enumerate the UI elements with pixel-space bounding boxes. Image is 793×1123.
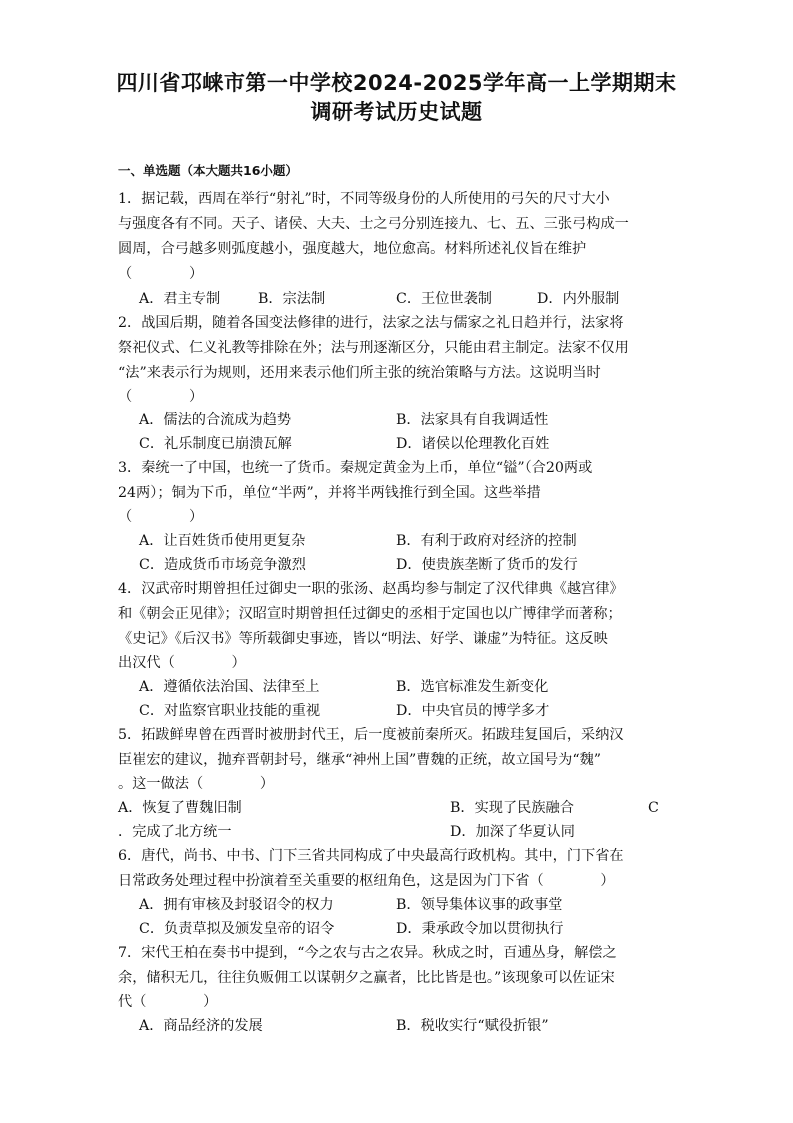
question-line: 与强度各有不同。天子、诸侯、大夫、士之弓分别连接九、七、五、三张弓构成一 <box>118 216 629 232</box>
question-line: 圆周，合弓越多则弧度越小，强度越大，地位愈高。材料所述礼仪旨在维护 <box>118 241 587 257</box>
question-line: 代（ ） <box>118 994 218 1010</box>
question-line: 3．秦统一了中国，也统一了货币。秦规定黄金为上币，单位“镒”（合20两或 <box>118 460 593 476</box>
option-a: A．君主专制 <box>139 291 221 307</box>
section-heading: 一、单选题（本大题共16小题） <box>118 163 298 178</box>
exam-title-line2: 调研考试历史试题 <box>310 100 483 124</box>
option-b: B．宗法制 <box>258 291 326 307</box>
answer-blank: （ ） <box>118 389 204 405</box>
option-d: D．中央官员的博学多才 <box>396 703 550 719</box>
option-d: D．内外服制 <box>537 291 620 307</box>
option-d: D．秉承政令加以贯彻执行 <box>396 921 564 937</box>
option-b: B．法家具有自我调适性 <box>396 412 549 428</box>
option-a: A．让百姓货币使用更复杂 <box>139 533 306 549</box>
option-d: D．诸侯以伦理教化百姓 <box>396 436 550 452</box>
question-line: 6．唐代，尚书、中书、门下三省共同构成了中央最高行政机构。其中，门下省在 <box>118 848 624 864</box>
question-line: 日常政务处理过程中扮演着至关重要的枢纽角色，这是因为门下省（ ） <box>118 873 615 889</box>
question-line: 余，储积无几，往往负贩佣工以谋朝夕之赢者，比比皆是也。”该现象可以佐证宋 <box>118 970 615 986</box>
question-line: 。这一做法（ ） <box>118 776 275 792</box>
question-line: 7．宋代王柏在奏书中提到，“今之农与古之农异。秋成之时，百逋丛身，解偿之 <box>118 945 617 961</box>
option-a: A．恢复了曹魏旧制 <box>118 800 242 816</box>
answer-blank: （ ） <box>118 509 204 525</box>
question-line: 24两）；铜为下币，单位“半两”，并将半两钱推行到全国。这些举措 <box>118 485 541 501</box>
option-b: B．领导集体议事的政事堂 <box>396 897 563 913</box>
question-line: 5．拓跋鲜卑曾在西晋时被册封代王，后一度被前秦所灭。拓跋珪复国后，采纳汉 <box>118 727 624 743</box>
exam-title-line1: 四川省邛崃市第一中学校2024-2025学年高一上学期期末 <box>116 71 677 95</box>
question-line: “法”来表示行为规则，还用来表示他们所主张的统治策略与方法。这说明当时 <box>118 365 601 381</box>
option-b: B．选官标准发生新变化 <box>396 679 549 695</box>
option-b: B．税收实行“赋役折银” <box>396 1018 549 1034</box>
question-line: 臣崔宏的建议，抛弃晋朝封号，继承“神州上国”曹魏的正统，故立国号为“魏” <box>118 752 602 768</box>
option-c: C．造成货币市场竞争激烈 <box>139 557 306 573</box>
question-line: 2．战国后期，随着各国变法修律的进行，法家之法与儒家之礼日趋并行，法家将 <box>118 315 624 331</box>
option-c: C．王位世袭制 <box>396 291 492 307</box>
option-a: A．拥有审核及封驳诏令的权力 <box>139 897 334 913</box>
option-b: B．实现了民族融合 <box>450 800 574 816</box>
question-line: 出汉代（ ） <box>118 655 246 671</box>
option-c-text: ．完成了北方统一 <box>118 824 232 840</box>
question-line: 4．汉武帝时期曾担任过御史一职的张汤、赵禹均参与制定了汉代律典《越宫律》 <box>118 581 624 597</box>
option-c: C．对监察官职业技能的重视 <box>139 703 321 719</box>
option-b: B．有利于政府对经济的控制 <box>396 533 577 549</box>
option-a: A．儒法的合流成为趋势 <box>139 412 292 428</box>
option-a: A．遵循依法治国、法律至上 <box>139 679 320 695</box>
question-line: 1．据记载，西周在举行“射礼”时，不同等级身份的人所使用的弓矢的尺寸大小 <box>118 191 610 207</box>
question-line: 祭祀仪式、仁义礼教等排除在外；法与刑逐渐区分，只能由君主制定。法家不仅用 <box>118 340 629 356</box>
option-c-letter: C <box>648 800 659 816</box>
option-a: A．商品经济的发展 <box>139 1018 263 1034</box>
option-d: D．加深了华夏认同 <box>450 824 575 840</box>
question-line: 和《朝会正见律》；汉昭宣时期曾担任过御史的丞相于定国也以广博律学而著称； <box>118 606 622 622</box>
option-c: C．负责草拟及颁发皇帝的诏令 <box>139 921 335 937</box>
option-c: C．礼乐制度已崩溃瓦解 <box>139 436 292 452</box>
question-line: 《史记》《后汉书》等所载御史事迹，皆以“明法、好学、谦虚”为特征。这反映 <box>118 631 608 647</box>
option-d: D．使贵族垄断了货币的发行 <box>396 557 578 573</box>
answer-blank: （ ） <box>118 266 204 282</box>
